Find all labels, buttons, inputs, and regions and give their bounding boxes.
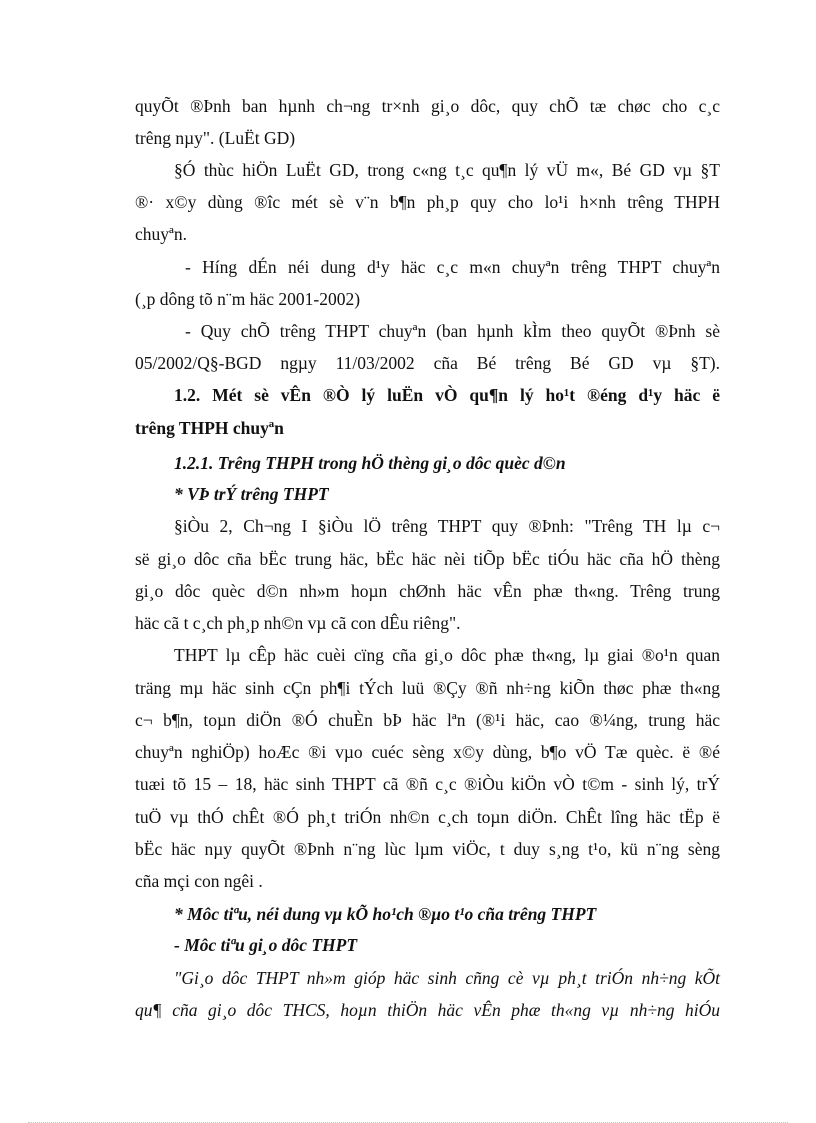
quote-line: qu¶ cña gi¸o dôc THCS, hoµn thiÖn häc vÊn phæ th«ng vµ nh÷ng hiÓu: [135, 1000, 720, 1020]
text-line: chuyªn.: [135, 224, 187, 244]
text-line: tuæi tõ 15 – 18, häc sinh THPT cã ®ñ c¸c ®iÒu kiÖn vÒ t©m - sinh lý, trÝ: [135, 774, 720, 794]
subheading-goals: - Môc tiªu gi¸o dôc THPT: [174, 935, 358, 955]
text-line: häc cã t c¸ch ph¸p nh©n vµ cã con dÊu riêng".: [135, 613, 461, 633]
text-line: §Ó thùc hiÖn LuËt GD, trong c«ng t¸c qu¶n lý vÜ m«, Bé GD vµ §T: [174, 160, 720, 180]
text-line: tuÖ vµ thÓ chÊt ®Ó ph¸t triÓn nh©n c¸ch toµn diÖn. ChÊt lîng häc tËp ë: [135, 807, 720, 827]
text-line: - Híng dÉn néi dung d¹y häc c¸c m«n chuyªn trêng THPT chuyªn: [185, 257, 720, 277]
text-line: bËc häc nµy quyÕt ®Þnh n¨ng lùc lµm viÖc, t duy s¸ng t¹o, kü n¨ng sèng: [135, 839, 720, 859]
text-line: c¬ b¶n, toµn diÖn ®Ó chuÈn bÞ häc lªn (®¹i häc, cao ®¼ng, trung häc: [135, 710, 720, 730]
text-line: - Quy chÕ trêng THPT chuyªn (ban hµnh kÌm theo quyÕt ®Þnh sè: [185, 321, 720, 341]
subheading-position: * VÞ trÝ trêng THPT: [174, 484, 329, 504]
text-line: trêng nµy". (LuËt GD): [135, 128, 296, 148]
text-line: träng mµ häc sinh cÇn ph¶i tÝch luü ®Çy ®ñ nh÷ng kiÕn thøc phæ th«ng: [135, 678, 720, 698]
text-line: 05/2002/Q§-BGD ngµy 11/03/2002 cña Bé trêng Bé GD vµ §T).: [135, 353, 720, 373]
section-heading-cont: trêng THPH chuyªn: [135, 418, 284, 438]
text-line: ®· x©y dùng ®îc mét sè v¨n b¶n ph¸p quy cho lo¹i h×nh trêng THPH: [135, 192, 720, 212]
text-line: §iÒu 2, Ch¬ng I §iÒu lÖ trêng THPT quy ®Þnh: "Trêng TH lµ c¬: [174, 516, 720, 536]
quote-line: "Gi¸o dôc THPT nh»m gióp häc sinh cñng cè vµ ph¸t triÓn nh÷ng kÕt: [174, 968, 720, 988]
text-line: cña mçi con ngêi .: [135, 871, 263, 891]
subheading-objectives: * Môc tiªu, néi dung vµ kÕ ho¹ch ®µo t¹o cña trêng THPT: [174, 904, 597, 924]
text-line: gi¸o dôc quèc d©n nh»m hoµn chØnh häc vÊn phæ th«ng. Trêng trung: [135, 581, 720, 601]
text-line: quyÕt ®Þnh ban hµnh ch¬ng tr×nh gi¸o dôc, quy chÕ tæ chøc cho c¸c: [135, 96, 720, 116]
text-line: THPT lµ cÊp häc cuèi cïng cña gi¸o dôc phæ th«ng, lµ giai ®o¹n quan: [174, 645, 720, 665]
section-heading: 1.2. Mét sè vÊn ®Ò lý luËn vÒ qu¶n lý ho¹t ®éng d¹y häc ë: [174, 385, 720, 405]
text-line: së gi¸o dôc cña bËc trung häc, bËc häc nèi tiÕp bËc tiÓu häc cña hÖ thèng: [135, 549, 720, 569]
text-line: chuyªn nghiÖp) hoÆc ®i vµo cuéc sèng x©y dùng, b¶o vÖ Tæ quèc. ë ®é: [135, 742, 720, 762]
text-line: (¸p dông tõ n¨m häc 2001-2002): [135, 289, 361, 309]
subsection-heading: 1.2.1. Trêng THPH trong hÖ thèng gi¸o dôc quèc d©n: [174, 453, 566, 473]
